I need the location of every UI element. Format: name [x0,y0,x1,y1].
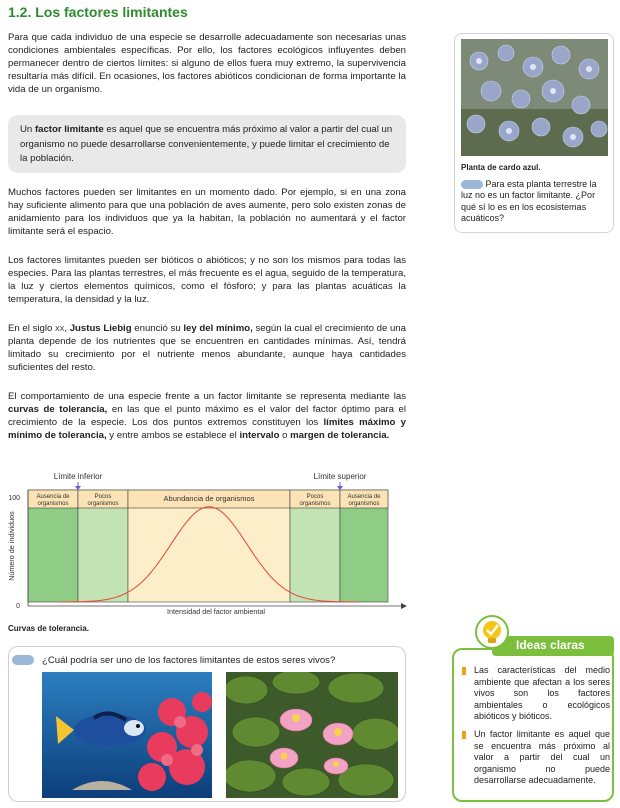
ideas-item: Las características del medio ambiente que afectan a los seres vivos son los factores ambientales o ecológicos abióticos y bióticos. [462,665,610,723]
ideas-claras-list [462,665,610,793]
definition-box [8,115,406,173]
zone-label: organismos [348,501,380,507]
y-tick-0: 0 [16,603,20,610]
fish-coral-photo [42,672,212,798]
paragraph-intro: Para que cada individuo de una especie se desarrolle adecuadamente son necesarias unas condiciones ambientales específicas. Por ello, los factores ecológicos influyentes deben permanecer dentro de ciertos límites: si alguno de ellos fuera muy extremo, la supervivencia resultaría más difícil. En ocasiones, los factores abióticos condicionan de forma importante la vida de un organismo. [8,32,406,95]
definition-term: factor limitante [34,124,104,135]
upper-limit-arrow [337,486,343,490]
x-axis-arrow [401,603,407,609]
y-tick-100: 100 [8,495,20,502]
zone-label: organismos [299,501,331,507]
definition-text: Un factor limitante es aquel que se encuentra más próximo al valor a partir del cual un organismo no puede desarrollarse convenientemente, y puede limitar el crecimiento de la población. [20,124,393,164]
photo-question: Para esta planta terrestre la luz no es un factor limitante. ¿Por qué sí lo es en los ecosistemas acuáticos? [461,179,597,223]
x-axis-label: Intensidad del factor ambiental [167,607,265,616]
water-lily-photo [226,672,398,798]
tolerance-chart [0,468,420,620]
zone-label: Pocos [94,494,112,500]
zone-label: Ausencia de [36,494,70,500]
zone-label: Ausencia de [347,494,381,500]
chart-caption: Curvas de tolerancia. [8,624,89,633]
paragraph-example: Muchos factores pueden ser limitantes en un momento dado. Por ejemplo, si en una zona hay suficiente alimento para que una población de aves aumente, pero solo existen zonas de anidamiento para los individuos que ya la habitan, la población no aumentará y el factor limitante será el espacio. [8,187,406,237]
y-axis-label: Número de individuos [7,511,16,581]
paragraph-tolerance: El comportamiento de una especie frente a un factor limitante se representa mediante las curvas de tolerancia, en las que el punto máximo es el valor del factor óptimo para el crecimiento de la especie. Los dos puntos extremos constituyen los límites máximo y mínimo de tolerancia, y entre ambos se establece el intervalo o margen de tolerancia. [8,391,406,441]
paragraph-biotic-abiotic: Los factores limitantes pueden ser bióticos o abióticos; y no son los mismos para todas las especies. Para las plantas terrestres, el más frecuente es el agua, seguido de la temperatura, la luz y ciertos elementos químicos, como el fósforo; y para las plantas acuáticas la temperatura, la densidad y la luz. [8,255,406,305]
ideas-item: Un factor limitante es aquel que se encuentra más próximo al valor a partir del cual un organismo no puede desarrollarse adecuadamente. [462,729,610,787]
lower-limit-label: Límite inferior [53,472,103,481]
upper-limit-label: Límite superior [313,472,367,481]
lightbulb-icon [474,614,510,650]
blue-thistle-photo [461,39,608,156]
question-marker-icon [461,180,483,189]
zone-label: organismos [87,501,119,507]
question-text: ¿Cuál podría ser uno de los factores limitantes de estos seres vivos? [42,655,336,666]
question-number-badge [12,655,34,665]
lower-limit-arrow [75,486,81,490]
photo-caption: Planta de cardo azul. [461,163,541,172]
zone-label: organismos [37,501,69,507]
zone-label: Pocos [306,494,324,500]
section-title: 1.2. Los factores limitantes [8,4,188,20]
ideas-claras-title: Ideas claras [516,638,585,652]
zone-label: Abundancia de organismos [163,494,255,503]
paragraph-liebig: En el siglo xx, Justus Liebig enunció su ley del mínimo, según la cual el crecimiento de una planta depende de los nutrientes que se encuentren en cantidades mínimas. Así, tendrá limitado su crecimiento por el nutriente menos abundante, aunque haya cantidades suficientes del resto. [8,323,406,373]
